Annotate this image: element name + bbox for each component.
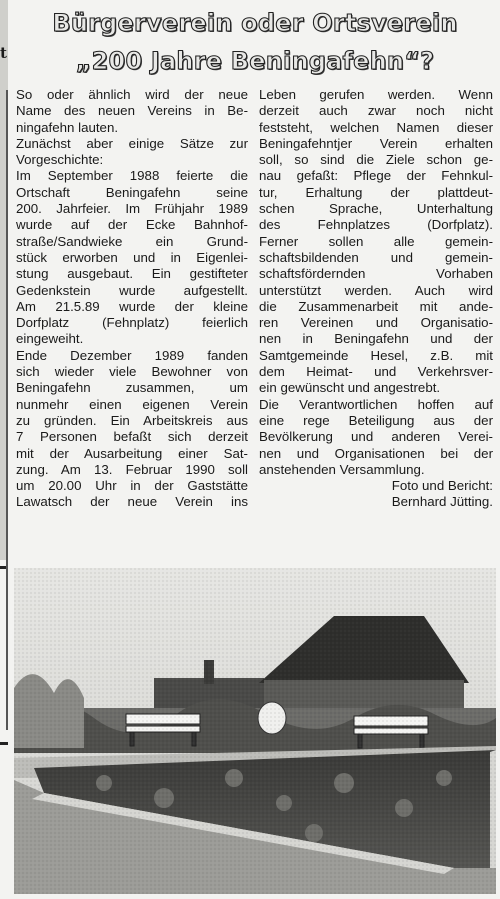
article-photo	[14, 568, 496, 894]
right-column-line: die Zusammenarbeit mit ande-	[259, 298, 493, 314]
headline-line-1: Bürgerverein oder Ortsverein	[52, 9, 458, 37]
author-name: Bernhard Jütting.	[391, 494, 493, 510]
right-column-line: tur, Erhaltung der plattdeut-	[259, 184, 493, 200]
right-column-line: ren Vereinen und Organisatio-	[259, 315, 493, 331]
left-column-line: straße/Sandwieke ein Grund-	[16, 233, 248, 249]
left-column-line: nunmehr einen eigenen Verein	[16, 396, 248, 412]
left-column-line: Ende Dezember 1989 fanden	[16, 347, 248, 363]
headline-line-2: „200 Jahre Beningafehn“?	[75, 47, 435, 75]
right-column-line: Leben gerufen werden. Wenn	[259, 87, 493, 102]
photo-image	[14, 568, 496, 894]
column-rule	[6, 90, 8, 730]
left-column-line: sich wieder viele Bewohner von	[16, 364, 248, 380]
right-column-line: derzeit auch zwar noch nicht	[259, 103, 493, 119]
right-column-line: ein gewünscht und angestrebt.	[259, 380, 441, 396]
left-column-line: zu gründen. Ein Arbeitskreis aus	[16, 412, 248, 428]
left-column-line: eingeweiht.	[16, 331, 84, 347]
left-column-line: wurde auf der Ecke Bahnhof-	[16, 217, 248, 233]
article-column-left	[16, 87, 248, 511]
right-column-line: feststeht, welchen Namen dieser	[259, 119, 493, 135]
photo-credit-label: Foto und Bericht:	[391, 478, 493, 494]
left-column-line: Am 21.5.89 wurde der kleine	[16, 298, 248, 314]
edge-letter: t	[0, 44, 7, 62]
left-column-line: stung ausgebaut. Ein gestifteter	[16, 266, 248, 282]
right-column-line: Samtgemeinde Hesel, z.B. mit	[259, 347, 493, 363]
left-column-line: Gedenkstein wurde aufgestellt.	[16, 282, 248, 298]
left-column-line: ningafehn lauten.	[16, 119, 119, 135]
right-column-line: soll, so sind die Ziele schon ge-	[259, 152, 493, 168]
left-column-line: stück erworben und in Eigenlei-	[16, 249, 248, 265]
article-column-right	[259, 87, 493, 511]
right-column-line: dem Heimat- und Verkehrsver-	[259, 364, 493, 380]
left-column-line: Name des neuen Vereins in Be-	[16, 103, 248, 119]
headline	[14, 4, 496, 80]
left-column-line: 200. Jahrfeier. Im Frühjahr 1989	[16, 201, 248, 217]
left-column-line: So oder ähnlich wird der neue	[16, 87, 248, 102]
left-column-line: Ortschaft Beningafehn seine	[16, 184, 248, 200]
left-column-line: 7 Personen befaßt sich derzeit	[16, 429, 248, 445]
right-column-line: nen und Organisationen bei der	[259, 445, 493, 461]
right-column-line: schaftsfördernden Vorhaben	[259, 266, 493, 282]
right-column-line: Bevölkerung und anderen Verei-	[259, 429, 493, 445]
right-column-line: nen in Beningafehn und der	[259, 331, 493, 347]
right-column-line: eine rege Beteiligung aus der	[259, 412, 493, 428]
left-column-line: Beningafehn zusammen, um	[16, 380, 248, 396]
left-column-line: Zunächst aber einige Sätze zur	[16, 135, 248, 151]
left-column-line: Lawatsch der neue Verein ins	[16, 494, 248, 510]
left-column-line: zung. Am 13. Februar 1990 soll	[16, 461, 248, 477]
right-column-line: schaftsbildenden und gemein-	[259, 249, 493, 265]
right-column-line: unterstützt werden. Auch wird	[259, 282, 493, 298]
right-column-line: Ferner sollen alle gemein-	[259, 233, 493, 249]
right-column-line: Die Verantwortlichen hoffen auf	[259, 396, 493, 412]
left-column-line: um 20.00 Uhr in der Gaststätte	[16, 478, 248, 494]
right-column-line: des Fehnplatzes (Dorfplatz).	[259, 217, 493, 233]
right-column-line: nau gefaßt: Pflege der Fehnkul-	[259, 168, 493, 184]
left-column-line: mit der Ausarbeitung einer Sat-	[16, 445, 248, 461]
right-column-line: schen Sprache, Unterhaltung	[259, 201, 493, 217]
left-column-line: Im September 1988 feierte die	[16, 168, 248, 184]
right-column-line: Beningafehntjer Verein erhalten	[259, 135, 493, 151]
left-column-line: Vorgeschichte:	[16, 152, 104, 168]
left-column-line: Dorfplatz (Fehnplatz) feierlich	[16, 315, 248, 331]
edge-rule-bottom	[0, 742, 8, 745]
right-column-line: anstehenden Versammlung.	[259, 461, 425, 477]
